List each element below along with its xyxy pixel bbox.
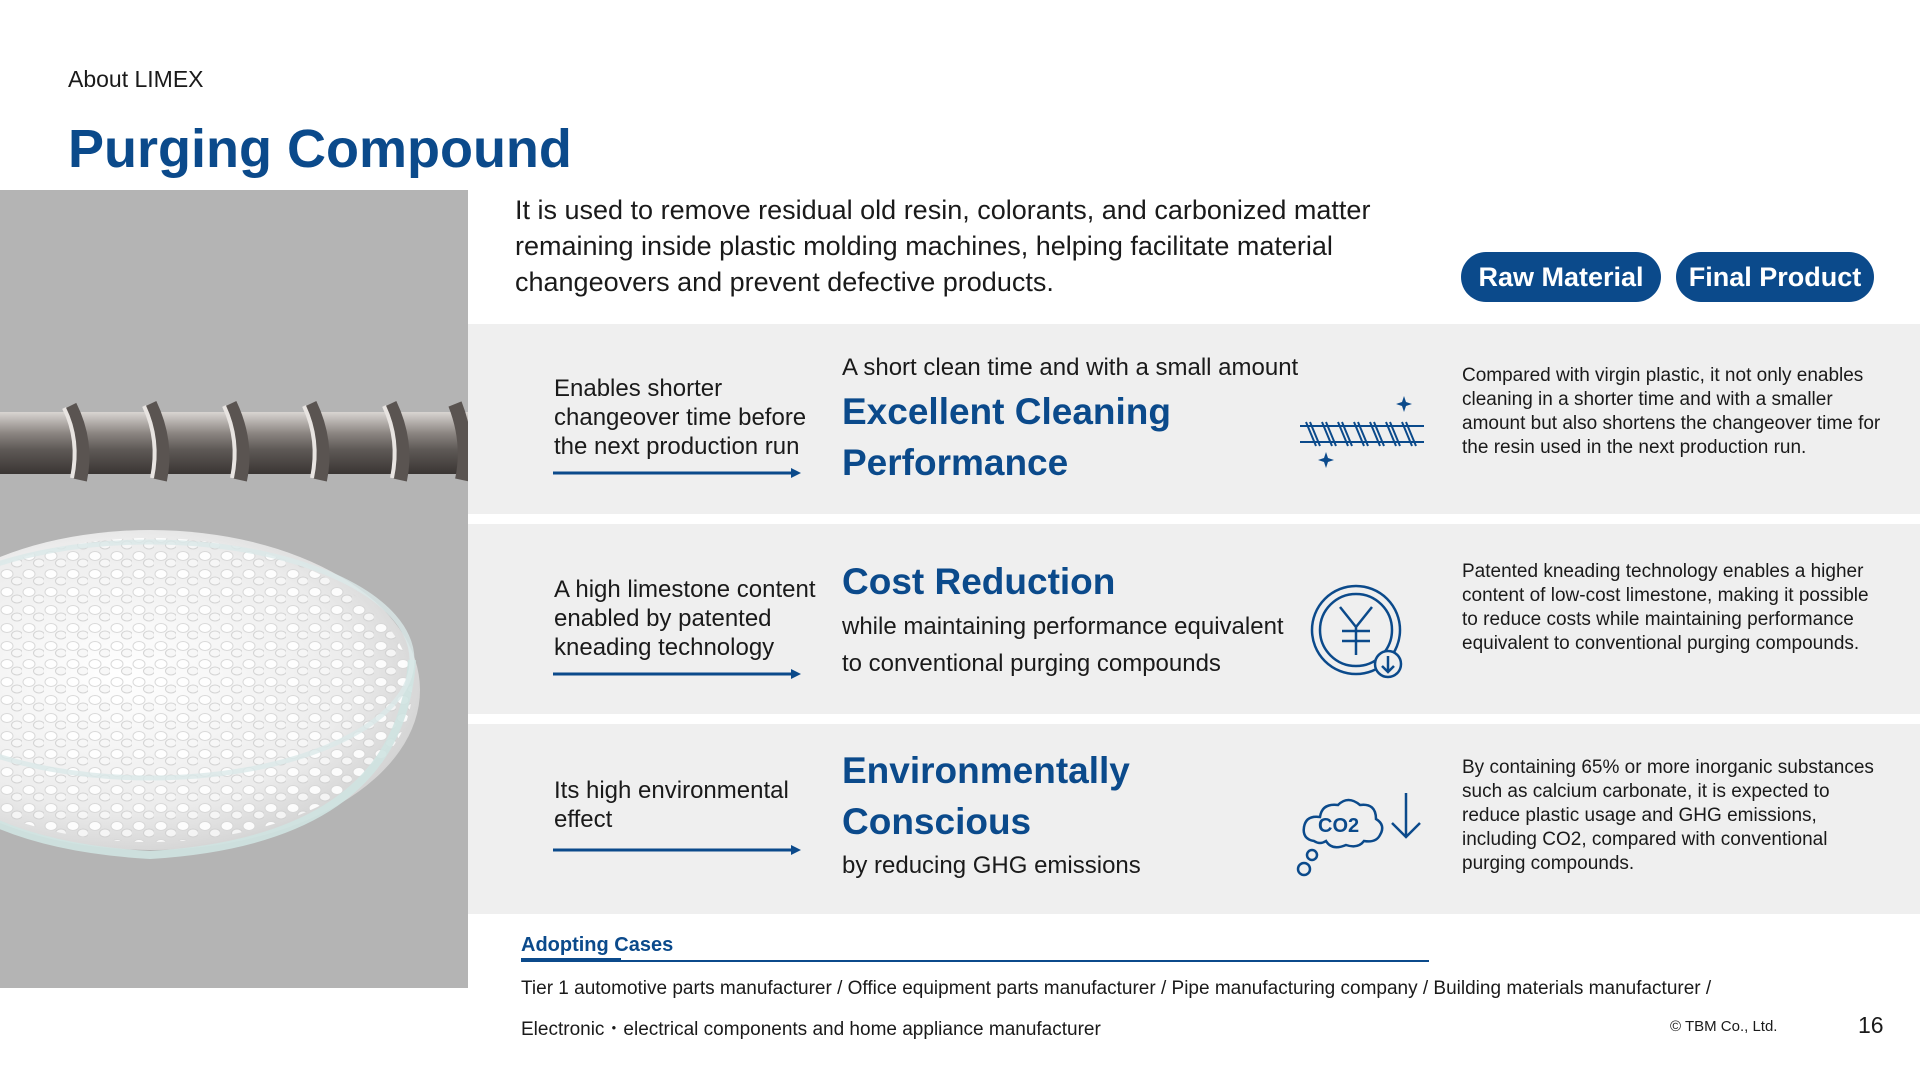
- adopting-cases-accent: [521, 958, 621, 962]
- final-product-badge: Final Product: [1676, 252, 1874, 302]
- screw-and-pellets-illustration: [0, 190, 468, 988]
- product-photo: [0, 190, 468, 988]
- feature-subtitle-cleaning: A short clean time and with a small amount: [842, 354, 1299, 381]
- feature-description-cost: Patented kneading technology enables a higher content of low-cost limestone, making it possible to reduce costs while maintaining performance equivalent to conventional purging compounds.: [1462, 561, 1869, 654]
- feature-heading-environment-line2: Conscious: [842, 801, 1032, 842]
- intro-text: It is used to remove residual old resin, colorants, and carbonized matter remaining inside plastic molding machines, helping facilitate material changeovers and prevent defective products.: [515, 195, 1371, 297]
- adopting-cases-line2: Electronic・electrical components and home appliance manufacturer: [521, 1019, 1101, 1040]
- arrow-right-icon: [553, 668, 801, 680]
- arrow-right-icon: [553, 467, 801, 479]
- feature-lead-cost: A high limestone content enabled by patented kneading technology: [554, 576, 816, 661]
- feature-lead-environment: Its high environmental effect: [554, 777, 789, 833]
- raw-material-badge: Raw Material: [1461, 252, 1661, 302]
- adopting-cases-title: Adopting Cases: [521, 934, 674, 956]
- page-number: 16: [1858, 1012, 1884, 1038]
- feature-subtitle-cost-line2: to conventional purging compounds: [842, 650, 1221, 677]
- copyright: © TBM Co., Ltd.: [1670, 1018, 1778, 1035]
- feature-description-environment: By containing 65% or more inorganic substances such as calcium carbonate, it is expected to reduce plastic usage and GHG emissions, including CO2, compared with conventional purging compounds.: [1462, 757, 1874, 874]
- feature-subtitle-cost-line1: while maintaining performance equivalent: [842, 613, 1284, 640]
- adopting-cases-divider: [521, 960, 1429, 962]
- page-title: Purging Compound: [68, 119, 572, 179]
- co2-cloud-down-icon: [1292, 775, 1432, 885]
- feature-heading-environment-line1: Environmentally: [842, 750, 1130, 791]
- feature-heading-cleaning-line2: Performance: [842, 442, 1069, 483]
- adopting-cases-line1: Tier 1 automotive parts manufacturer / Office equipment parts manufacturer / Pipe manufacturing company / Building materials manufacturer /: [521, 978, 1712, 999]
- feature-description-cleaning: Compared with virgin plastic, it not only enables cleaning in a shorter time and with a smaller amount but also shortens the changeover time for the resin used in the next production run.: [1462, 365, 1881, 458]
- breadcrumb: About LIMEX: [68, 66, 204, 92]
- co2-label: CO2: [1318, 815, 1360, 837]
- feature-subtitle-environment: by reducing GHG emissions: [842, 852, 1141, 879]
- feature-lead-cleaning: Enables shorter changeover time before the next production run: [554, 375, 807, 460]
- feature-heading-cleaning-line1: Excellent Cleaning: [842, 391, 1171, 432]
- arrow-right-icon: [553, 844, 801, 856]
- screw-sparkle-icon: [1292, 380, 1432, 490]
- yen-coin-down-icon: [1300, 575, 1440, 685]
- feature-heading-cost: Cost Reduction: [842, 561, 1116, 602]
